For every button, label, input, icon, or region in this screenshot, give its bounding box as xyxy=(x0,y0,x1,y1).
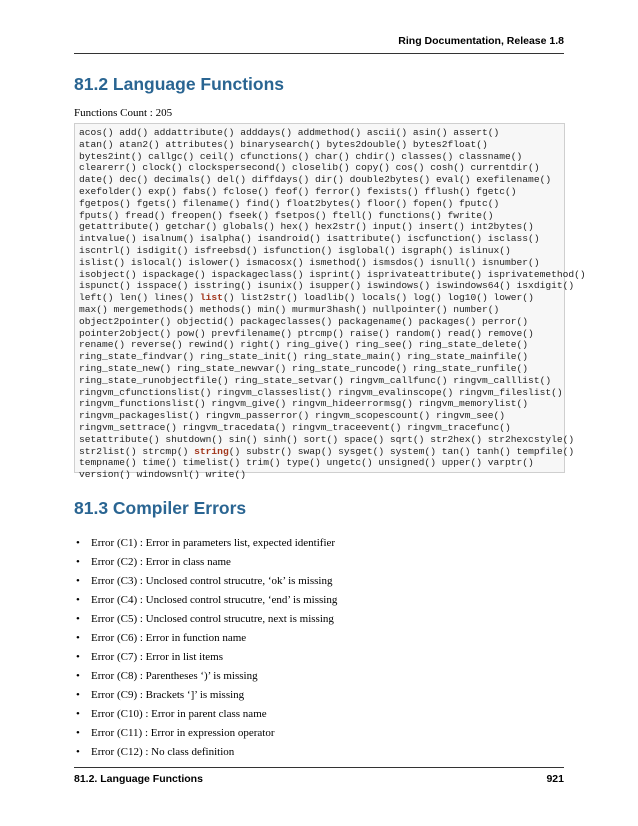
code-text: ring_state_new() ring_state_newvar() ring_state_runcode() ring_state_runfile() xyxy=(79,362,529,374)
code-line xyxy=(79,387,564,399)
code-line xyxy=(79,139,564,151)
code-line xyxy=(79,151,564,163)
code-text: str2list() strcmp() xyxy=(79,445,195,457)
code-keyword: list xyxy=(199,292,223,304)
bullet-icon: • xyxy=(76,727,80,739)
bullet-icon: • xyxy=(76,689,80,701)
code-line xyxy=(79,210,564,222)
code-line xyxy=(79,233,564,245)
code-text: acos() add() addattribute() adddays() addmethod() ascii() asin() assert() xyxy=(79,127,500,138)
code-text: object2pointer() objectid() packageclasses() packagename() packages() perror() xyxy=(79,315,529,327)
page-number: 921 xyxy=(546,773,564,785)
code-line xyxy=(79,339,564,351)
code-line xyxy=(79,280,575,292)
code-text: isobject() ispackage() ispackageclass() isprint() isprivateattribute() isprivatemethod() xyxy=(79,268,586,280)
error-text: Error (C10) : Error in parent class name xyxy=(91,708,267,720)
code-line xyxy=(79,398,564,410)
code-line xyxy=(79,186,564,198)
bullet-icon: • xyxy=(76,746,80,758)
list-item xyxy=(74,648,337,667)
code-line xyxy=(79,292,564,304)
error-text: Error (C7) : Error in list items xyxy=(91,651,223,663)
error-text: Error (C5) : Unclosed control strucutre, next is missing xyxy=(91,613,334,625)
code-line xyxy=(79,127,564,139)
code-text: max() mergemethods() methods() min() murmur3hash() nullpointer() number() xyxy=(79,303,500,315)
code-text: tempname() time() timelist() trim() type() ungetc() unsigned() upper() varptr() xyxy=(79,457,534,469)
bullet-icon: • xyxy=(76,632,80,644)
code-text: pointer2object() pow() prevfilename() ptrcmp() raise() random() read() remove() xyxy=(79,327,534,339)
list-item xyxy=(74,705,337,724)
code-text: ring_state_findvar() ring_state_init() ring_state_main() ring_state_mainfile() xyxy=(79,351,529,363)
functions-count: Functions Count : 205 xyxy=(74,107,173,119)
code-line xyxy=(79,433,575,446)
code-text: left() len() lines() xyxy=(79,292,200,304)
footer-section-label: 81.2. Language Functions xyxy=(74,773,203,785)
bullet-icon: • xyxy=(76,613,80,625)
error-text: Error (C11) : Error in expression operator xyxy=(91,727,275,739)
code-text: ringvm_packageslist() ringvm_passerror() ringvm_scopescount() ringvm_see() xyxy=(79,410,506,422)
code-line xyxy=(79,304,564,316)
list-item xyxy=(74,610,337,629)
footer-rule xyxy=(74,767,564,768)
running-header: Ring Documentation, Release 1.8 xyxy=(398,35,564,47)
error-text: Error (C12) : No class definition xyxy=(91,746,235,758)
list-item xyxy=(74,553,337,572)
list-item xyxy=(74,743,337,762)
code-line xyxy=(79,257,564,269)
bullet-icon: • xyxy=(76,575,80,587)
list-item xyxy=(74,534,337,553)
error-text: Error (C6) : Error in function name xyxy=(91,632,247,644)
list-item xyxy=(74,724,337,743)
bullet-icon: • xyxy=(76,651,80,663)
error-text: Error (C4) : Unclosed control strucutre, ‘end’ is missing xyxy=(91,594,338,606)
code-line xyxy=(79,410,564,422)
code-keyword: string xyxy=(194,445,229,457)
code-text: ringvm_cfunctionslist() ringvm_classeslist() ringvm_evalinscope() ringvm_fileslist() xyxy=(79,386,563,398)
error-text: Error (C3) : Unclosed control strucutre, ‘ok’ is missing xyxy=(91,575,333,587)
code-text: exefolder() exp() fabs() fclose() feof() ferror() fexists() fflush() fgetc() xyxy=(79,185,517,197)
bullet-icon: • xyxy=(76,537,80,549)
code-text: ring_state_runobjectfile() ring_state_setvar() ringvm_callfunc() ringvm_calllist() xyxy=(79,374,552,386)
list-item xyxy=(74,629,337,648)
bullet-icon: • xyxy=(76,670,80,682)
code-line xyxy=(79,445,575,458)
code-line xyxy=(79,198,564,210)
list-item xyxy=(74,667,337,686)
code-line xyxy=(79,469,564,481)
error-list xyxy=(74,534,337,762)
code-line xyxy=(79,363,564,375)
code-text: setattribute() shutdown() sin() sinh() sort() space() sqrt() str2hex() str2hexcstyle() xyxy=(79,433,575,445)
code-text: islist() islocal() islower() ismacosx() ismethod() ismsdos() isnull() isnumber() xyxy=(79,256,540,268)
section-heading-compiler-errors: 81.3 Compiler Errors xyxy=(74,498,247,518)
code-line xyxy=(79,221,564,233)
code-text: bytes2int() callgc() ceil() cfunctions() char() chdir() classes() classname() xyxy=(79,150,523,162)
error-text: Error (C2) : Error in class name xyxy=(91,556,231,568)
list-item xyxy=(74,591,337,610)
error-text: Error (C1) : Error in parameters list, expected identifier xyxy=(91,537,336,549)
code-line xyxy=(79,375,564,387)
code-line xyxy=(79,457,564,469)
list-item xyxy=(74,572,337,591)
error-text: Error (C8) : Parentheses ‘)’ is missing xyxy=(91,670,258,682)
code-text: iscntrl() isdigit() isfreebsd() isfunction() isglobal() isgraph() islinux() xyxy=(79,244,511,256)
code-line xyxy=(79,316,564,328)
bullet-icon: • xyxy=(76,594,80,606)
code-line xyxy=(79,351,564,363)
code-text: date() dec() decimals() del() diffdays() dir() double2bytes() eval() exefilename() xyxy=(79,174,552,186)
code-text: version() windowsnl() write() xyxy=(79,469,246,481)
code-line xyxy=(79,174,564,186)
code-text: rename() reverse() rewind() right() ring_give() ring_see() ring_state_delete() xyxy=(79,339,529,351)
code-line xyxy=(79,162,564,174)
code-text: ispunct() isspace() isstring() isunix() isupper() iswindows() iswindows64() isxdigit() xyxy=(79,280,575,292)
code-line xyxy=(79,268,586,281)
code-line xyxy=(79,328,564,340)
code-text: intvalue() isalnum() isalpha() isandroid() isattribute() iscfunction() isclass() xyxy=(79,233,540,245)
code-line xyxy=(79,245,564,257)
section-heading-language-functions: 81.2 Language Functions xyxy=(74,74,285,94)
bullet-icon: • xyxy=(76,556,80,568)
error-text: Error (C9) : Brackets ‘]’ is missing xyxy=(91,689,245,701)
code-text: getattribute() getchar() globals() hex() hex2str() input() insert() int2bytes() xyxy=(79,221,534,233)
code-block xyxy=(74,123,586,481)
header-rule xyxy=(74,53,564,54)
code-text: clearerr() clock() clockspersecond() closelib() copy() cos() cosh() currentdir() xyxy=(79,162,540,174)
code-text: ringvm_functionslist() ringvm_give() ringvm_hideerrormsg() ringvm_memorylist() xyxy=(79,398,529,410)
code-text: atan() atan2() attributes() binarysearch() bytes2double() bytes2float() xyxy=(79,138,488,150)
code-text: () list2str() loadlib() locals() log() log10() lower() xyxy=(222,292,534,304)
list-item xyxy=(74,686,337,705)
code-text: ringvm_settrace() ringvm_tracedata() ringvm_traceevent() ringvm_tracefunc() xyxy=(79,421,511,433)
code-text: fgetpos() fgets() filename() find() float2bytes() floor() fopen() fputc() xyxy=(79,197,500,209)
bullet-icon: • xyxy=(76,708,80,720)
code-text: fputs() fread() freopen() fseek() fsetpos() ftell() functions() fwrite() xyxy=(79,209,494,221)
code-line xyxy=(79,422,564,434)
code-text: () substr() swap() sysget() system() tan() tanh() tempfile() xyxy=(228,445,575,457)
